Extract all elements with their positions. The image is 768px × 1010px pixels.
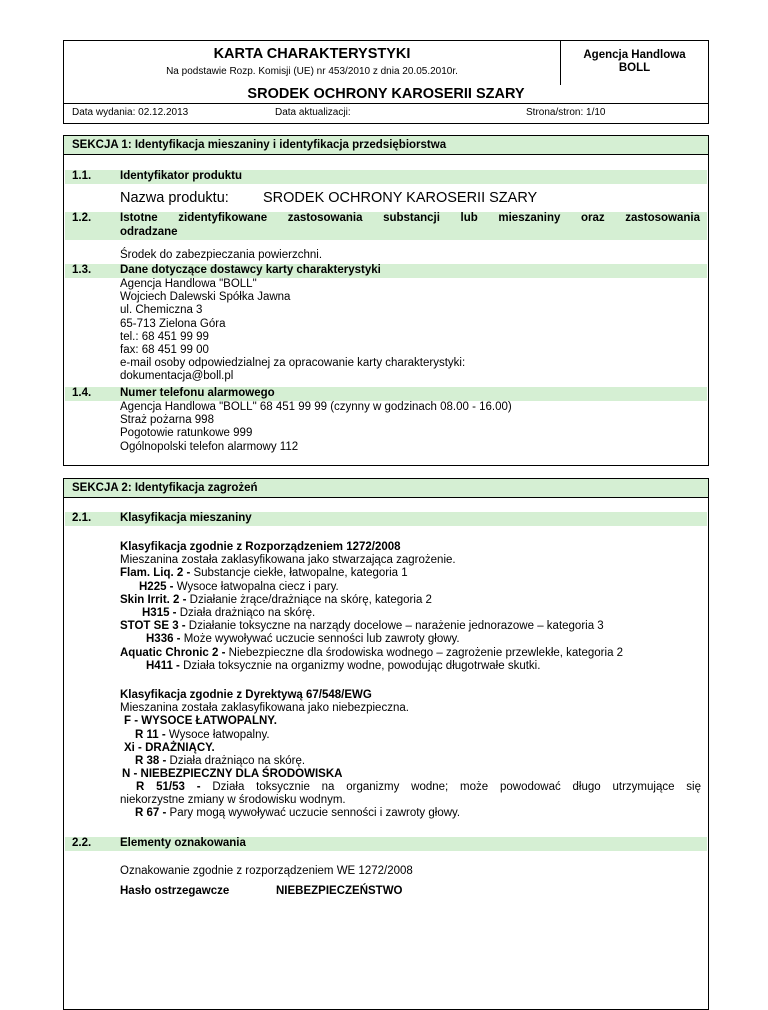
- subsection-1-4-number: 1.4.: [72, 387, 92, 399]
- clp-entry: Flam. Liq. 2 - Substancje ciekłe, łatwopalne, kategoria 1: [120, 567, 408, 580]
- emergency-line: Pogotowie ratunkowe 999: [120, 427, 253, 440]
- dsd-r5153: R 51/53 - Działa toksycznie na organizmy wodne; może powodować długo utrzymujące się: [136, 781, 702, 793]
- dsd-symbol-xi: Xi - DRAŻNIĄCY.: [124, 741, 215, 754]
- dsd-intro: Mieszanina została zaklasyfikowana jako niebezpieczna.: [120, 702, 409, 715]
- subsection-1-1-label: Identyfikator produktu: [120, 170, 243, 182]
- supplier-line: Agencja Handlowa "BOLL": [120, 278, 257, 290]
- section-2: [63, 478, 709, 1010]
- header-divider-horizontal: [64, 103, 708, 104]
- section-1-title: SEKCJA 1: Identyfikacja mieszaniny i identyfikacja przedsiębiorstwa: [64, 136, 708, 155]
- supplier-details: [120, 278, 465, 384]
- subsection-1-3-label: Dane dotyczące dostawcy karty charakterystyki: [120, 264, 381, 276]
- section-2-title: SEKCJA 2: Identyfikacja zagrożeń: [64, 479, 708, 498]
- subsection-1-3-number: 1.3.: [72, 264, 92, 276]
- dsd-symbol-n: N - NIEBEZPIECZNY DLA ŚRODOWISKA: [122, 768, 343, 781]
- issue-date: Data wydania: 02.12.2013: [72, 107, 189, 118]
- emergency-numbers: [120, 401, 512, 454]
- supplier-phone: tel.: 68 451 99 99: [120, 330, 209, 343]
- agency-name-line1: Agencja Handlowa: [583, 49, 686, 61]
- supplier-line: e-mail osoby odpowiedzialnej za opracowanie karty charakterystyki:: [120, 357, 466, 370]
- subsection-2-2-number: 2.2.: [72, 837, 92, 849]
- page-number: Strona/stron: 1/10: [526, 107, 606, 118]
- subsection-2-1-label: Klasyfikacja mieszaniny: [120, 512, 252, 524]
- intended-use: Środek do zabezpieczania powierzchni.: [120, 249, 323, 261]
- subsection-2-1-number: 2.1.: [72, 512, 92, 524]
- clp-entry: Aquatic Chronic 2 - Niebezpieczne dla środowiska wodnego – zagrożenie przewlekłe, kategoria 2: [120, 646, 624, 659]
- dsd-classification: [120, 689, 409, 781]
- emergency-line: Straż pożarna 998: [120, 414, 214, 427]
- labelling-basis: Oznakowanie zgodnie z rozporządzeniem WE 1272/2008: [120, 865, 413, 877]
- dsd-r5153-cont: niekorzystne zmiany w środowisku wodnym.: [120, 794, 346, 806]
- product-name: SRODEK OCHRONY KAROSERII SZARY: [263, 190, 538, 206]
- agency-name: [561, 49, 708, 75]
- legal-basis: Na podstawie Rozp. Komisji (UE) nr 453/2010 z dnia 20.05.2010r.: [166, 66, 458, 77]
- supplier-email[interactable]: dokumentacja@boll.pl: [120, 370, 234, 383]
- clp-intro: Mieszanina została zaklasyfikowana jako stwarzająca zagrożenie.: [120, 554, 456, 567]
- subsection-1-2-label-cont: odradzane: [120, 226, 178, 238]
- clp-classification: [120, 541, 623, 673]
- dsd-r11: R 11 - Wysoce łatwopalny.: [135, 728, 270, 741]
- emergency-line: Agencja Handlowa "BOLL" 68 451 99 99 (czynny w godzinach 08.00 - 16.00): [120, 401, 512, 413]
- clp-entry: STOT SE 3 - Działanie toksyczne na narządy docelowe – narażenie jednorazowe – kategoria 3: [120, 620, 604, 633]
- supplier-fax: fax: 68 451 99 00: [120, 344, 209, 357]
- document-title: KARTA CHARAKTERYSTYKI: [213, 46, 411, 62]
- supplier-line: ul. Chemiczna 3: [120, 304, 203, 317]
- clp-entry: H336 - Może wywoływać uczucie senności lub zawroty głowy.: [146, 633, 460, 646]
- product-label: Nazwa produktu:: [120, 190, 229, 206]
- subsection-1-4-label: Numer telefonu alarmowego: [120, 387, 275, 399]
- dsd-symbol-f: F - WYSOCE ŁATWOPALNY.: [124, 715, 277, 728]
- dsd-r67: R 67 - Pary mogą wywoływać uczucie senności i zawroty głowy.: [135, 807, 461, 819]
- dsd-r38: R 38 - Działa drażniąco na skórę.: [135, 755, 306, 768]
- clp-entry: H411 - Działa toksycznie na organizmy wodne, powodując długotrwałe skutki.: [146, 659, 541, 672]
- clp-entry: H315 - Działa drażniąco na skórę.: [142, 607, 316, 620]
- subsection-1-2-number: 1.2.: [72, 212, 92, 224]
- supplier-line: 65-713 Zielona Góra: [120, 317, 226, 330]
- subsection-2-2-label: Elementy oznakowania: [120, 837, 246, 849]
- signal-word-label: Hasło ostrzegawcze: [120, 885, 230, 897]
- clp-heading: Klasyfikacja zgodnie z Rozporządzeniem 1272/2008: [120, 541, 401, 553]
- subsection-1-1-number: 1.1.: [72, 170, 92, 182]
- dsd-heading: Klasyfikacja zgodnie z Dyrektywą 67/548/EWG: [120, 689, 372, 701]
- header-product-name: SRODEK OCHRONY KAROSERII SZARY: [247, 86, 525, 102]
- section-1: [63, 135, 709, 466]
- supplier-line: Wojciech Dalewski Spółka Jawna: [120, 291, 291, 304]
- document-header: [63, 40, 709, 124]
- update-date: Data aktualizacji:: [275, 107, 351, 118]
- agency-name-line2: BOLL: [618, 62, 651, 74]
- clp-entry: Skin Irrit. 2 - Działanie żrące/drażniące na skórę, kategoria 2: [120, 593, 432, 606]
- emergency-line: Ogólnopolski telefon alarmowy 112: [120, 440, 299, 453]
- signal-word: NIEBEZPIECZEŃSTWO: [276, 885, 403, 897]
- clp-entry: H225 - Wysoce łatwopalna ciecz i pary.: [139, 580, 339, 593]
- subsection-1-2-label: Istotne zidentyfikowane zastosowania substancji lub mieszaniny oraz zastosowania: [120, 212, 700, 224]
